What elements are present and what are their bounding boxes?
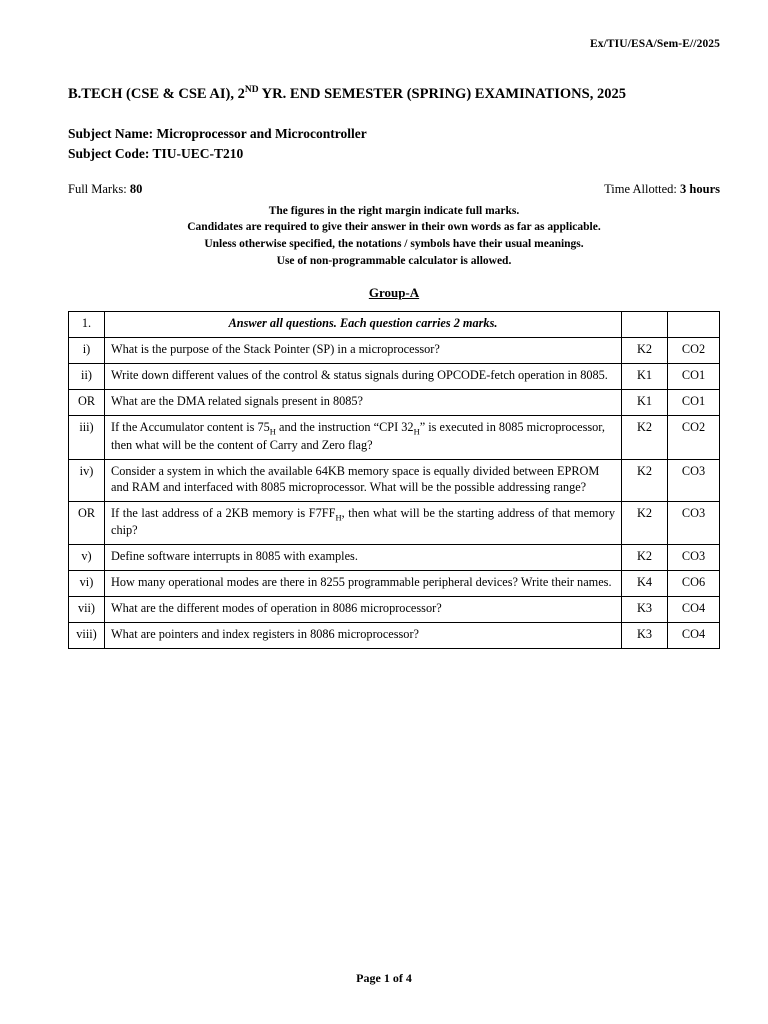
k-level-cell: K1: [622, 364, 668, 390]
table-row: [69, 459, 720, 501]
question-text: What are pointers and index registers in 8086 microprocessor?: [105, 623, 622, 649]
question-number: vi): [69, 571, 105, 597]
question-number: ii): [69, 364, 105, 390]
question-text: Write down different values of the control & status signals during OPCODE-fetch operation in 8085.: [105, 364, 622, 390]
question-number: i): [69, 338, 105, 364]
marks-and-time-row: [68, 182, 720, 197]
exam-title-part2: YR. END SEMESTER (SPRING) EXAMINATIONS, 2025: [258, 85, 626, 102]
time-allotted-value: 3 hours: [680, 181, 720, 196]
question-text: Define software interrupts in 8085 with examples.: [105, 545, 622, 571]
question-text-post: ” is executed in 8085 microprocessor, then what will be the content of Carry and Zero flag?: [111, 420, 605, 452]
table-row: [69, 312, 720, 338]
k-level-cell: K1: [622, 390, 668, 416]
question-text: [105, 416, 622, 459]
table-row: [69, 545, 720, 571]
subject-name-label: Subject Name:: [68, 126, 157, 142]
subject-name-value: Microprocessor and Microcontroller: [156, 126, 367, 142]
time-allotted-label: Time Allotted:: [604, 181, 681, 196]
time-allotted: [604, 182, 720, 197]
question-text: How many operational modes are there in 8255 programmable peripheral devices? Write their names.: [105, 571, 622, 597]
question-number: 1.: [69, 312, 105, 338]
question-number: OR: [69, 390, 105, 416]
hex-subscript: H: [269, 426, 276, 437]
group-heading: Group-A: [368, 285, 420, 301]
page-title: [68, 84, 708, 104]
question-number: OR: [69, 501, 105, 544]
k-level-cell: K2: [622, 459, 668, 501]
instruction-line: Unless otherwise specified, the notations / symbols have their usual meanings.: [204, 237, 584, 250]
table-row: [69, 623, 720, 649]
subject-name-line: [68, 124, 720, 144]
k-level-cell: K4: [622, 571, 668, 597]
k-level-cell: [622, 312, 668, 338]
k-level-cell: K2: [622, 338, 668, 364]
question-text-post: , then what will be the starting address of that memory chip?: [111, 505, 615, 538]
co-cell: CO3: [668, 459, 720, 501]
question-number: vii): [69, 597, 105, 623]
k-level-cell: K2: [622, 545, 668, 571]
instruction-line: The figures in the right margin indicate full marks.: [268, 204, 520, 217]
table-row: [69, 597, 720, 623]
question-number: iv): [69, 459, 105, 501]
subject-code-line: [68, 144, 720, 164]
co-cell: CO2: [668, 338, 720, 364]
full-marks-label: Full Marks:: [68, 181, 130, 196]
question-text-mid: and the instruction “CPI 32: [275, 420, 414, 435]
question-text: What are the different modes of operation in 8086 microprocessor?: [105, 597, 622, 623]
table-row: [69, 338, 720, 364]
question-number: v): [69, 545, 105, 571]
co-cell: CO3: [668, 545, 720, 571]
question-text-pre: If the last address of a 2KB memory is F7FF: [111, 505, 336, 520]
question-text: Consider a system in which the available 64KB memory space is equally divided between EPROM and RAM and interfaced with 8085 microprocessor. What will be the possible addressing range?: [105, 459, 622, 501]
question-text: [105, 501, 622, 544]
page-footer: Page 1 of 4: [356, 971, 412, 985]
table-row: [69, 571, 720, 597]
k-level-cell: K2: [622, 416, 668, 459]
table-row: [69, 390, 720, 416]
instruction-line: Use of non-programmable calculator is allowed.: [276, 254, 512, 267]
subject-code-label: Subject Code:: [68, 145, 153, 161]
full-marks: [68, 182, 142, 197]
subject-code-value: TIU-UEC-T210: [152, 145, 244, 161]
co-cell: CO6: [668, 571, 720, 597]
questions-table: [68, 311, 720, 649]
question-text: What is the purpose of the Stack Pointer (SP) in a microprocessor?: [105, 338, 622, 364]
exam-title-part1: B.TECH (CSE & CSE AI), 2: [68, 85, 245, 102]
co-cell: CO4: [668, 623, 720, 649]
question-group-instruction: Answer all questions. Each question carries 2 marks.: [105, 312, 622, 338]
exam-title-ordinal: ND: [244, 85, 259, 95]
table-row: [69, 364, 720, 390]
co-cell: CO4: [668, 597, 720, 623]
question-number: iii): [69, 416, 105, 459]
co-cell: CO3: [668, 501, 720, 544]
full-marks-value: 80: [129, 181, 143, 196]
question-number: viii): [69, 623, 105, 649]
co-cell: CO2: [668, 416, 720, 459]
hex-subscript: H: [335, 512, 342, 523]
exam-code: Ex/TIU/ESA/Sem-E//2025: [590, 38, 720, 50]
k-level-cell: K2: [622, 501, 668, 544]
table-row: [69, 501, 720, 544]
question-text: What are the DMA related signals present in 8085?: [105, 390, 622, 416]
hex-subscript: H: [413, 426, 420, 437]
co-cell: [668, 312, 720, 338]
instruction-line: Candidates are required to give their answer in their own words as far as applicable.: [187, 221, 601, 234]
question-text-pre: If the Accumulator content is 75: [111, 420, 270, 435]
k-level-cell: K3: [622, 623, 668, 649]
co-cell: CO1: [668, 364, 720, 390]
instructions-block: [68, 203, 720, 270]
table-row: [69, 416, 720, 459]
k-level-cell: K3: [622, 597, 668, 623]
co-cell: CO1: [668, 390, 720, 416]
